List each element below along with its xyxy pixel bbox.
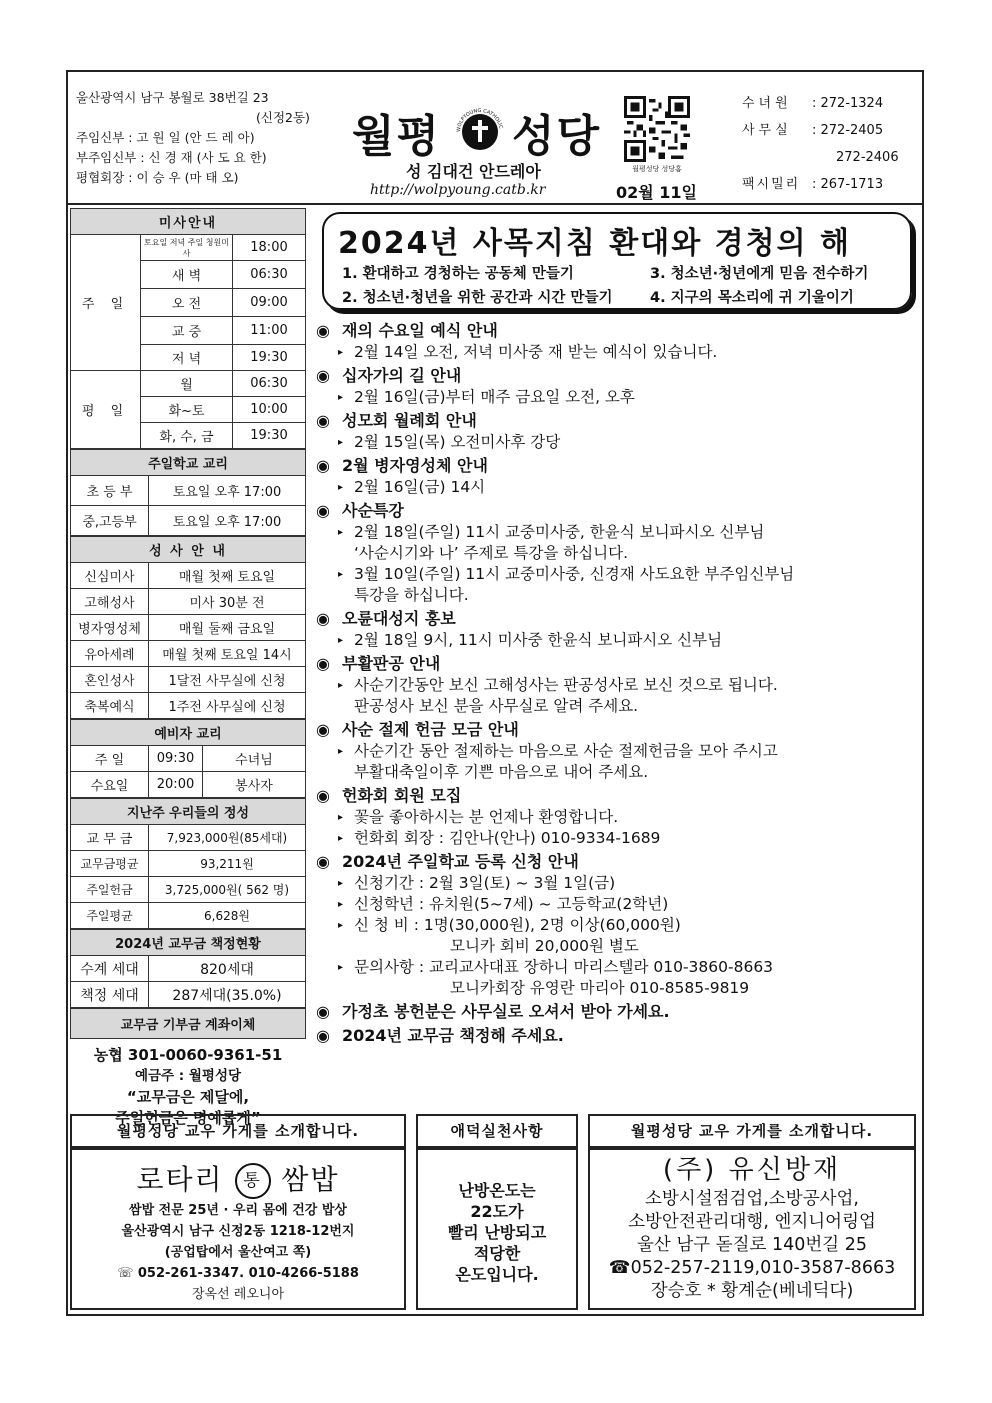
table-row: 유아세례 매월 첫째 토요일 14시 — [71, 641, 306, 667]
bullet-icon: ◉ — [316, 366, 330, 385]
account-table — [70, 1008, 306, 1039]
bullet-icon: ◉ — [316, 411, 330, 430]
notice-item — [316, 410, 916, 453]
guideline-item: 4. 지구의 목소리에 귀 기울이기 — [650, 290, 854, 306]
account-title: 교무금 기부금 계좌이체 — [71, 1009, 306, 1039]
slogan-line: “교무금은 제달에, — [126, 1088, 250, 1106]
bullet-icon: ◉ — [316, 720, 330, 739]
banner-title: 2024년 사목지침 환대와 경청의 해 — [338, 226, 852, 261]
notice-line: ▸ 문의사항 : 교리교사대표 장하니 마리스텔라 010-3860-8663 모니카회장 유영란 마리아 010-8585-9819 — [338, 958, 774, 997]
notice-item — [316, 500, 916, 606]
arrow-icon: ▸ — [338, 899, 344, 910]
notice-title: ◉ 헌화회 회원 모집 — [316, 786, 462, 805]
table-row: 주일평균 6,628원 — [71, 903, 306, 929]
offering-title: 지난주 우리들의 정성 — [71, 799, 306, 825]
table-row: 신심미사 매월 첫째 토요일 — [71, 563, 306, 589]
pastoral-guideline-banner — [322, 212, 912, 310]
notice-item — [316, 851, 916, 999]
table-row: 교 중 11:00 — [71, 317, 306, 345]
bank-account-number: 농협 301-0060-9361-51 — [93, 1046, 283, 1064]
bullet-icon: ◉ — [316, 1026, 330, 1045]
notice-line: ▸ 사순기간동안 보신 고해성사는 판공성사로 보신 것으로 됩니다. 판공성사 보신 분을 사무실로 알려 주세요. — [338, 676, 778, 715]
arrow-icon: ▸ — [338, 569, 344, 580]
table-row: 교 무 금 7,923,000원(85세대) — [71, 825, 306, 851]
weekday-label: 평 일 — [71, 371, 141, 449]
bullet-icon: ◉ — [316, 609, 330, 628]
contact-list — [742, 90, 912, 198]
notice-title: ◉ 십자가의 길 안내 — [316, 366, 462, 385]
shop2-name: (주) 유신방재 — [662, 1155, 842, 1185]
shop1-line: 장옥선 레오니아 — [191, 1287, 285, 1302]
notice-item — [316, 1001, 916, 1023]
table-row: 초 등 부 토요일 오후 17:00 — [71, 476, 306, 506]
guideline-item: 1. 환대하고 경청하는 공동체 만들기 — [342, 266, 574, 282]
shop2-box — [588, 1148, 916, 1310]
table-row: 주 일 토요일 저녁 주일 청원미사 18:00 — [71, 235, 306, 261]
shop2-line: 소방안전관리대행, 엔지니어링업 — [628, 1212, 876, 1232]
shop2-line: 장승호 * 황계순(베네딕다) — [650, 1281, 854, 1301]
notice-line: ▸ 2월 16일(금) 14시 — [338, 478, 486, 496]
account-holder: 예금주 : 월평성당 — [134, 1068, 242, 1084]
notice-item — [316, 365, 916, 408]
shop1-name: 로타리 통 쌈밥 — [72, 1160, 404, 1200]
qr-caption: 월평성당 성당홈 — [632, 165, 682, 173]
notice-line: ▸ 2월 18일 9시, 11시 미사중 한윤식 보니파시오 신부님 — [338, 631, 723, 649]
charity-line: 적당한 — [473, 1244, 521, 1263]
bullet-icon: ◉ — [316, 456, 330, 475]
catechumen-table — [70, 719, 306, 798]
sacrament-table — [70, 536, 306, 719]
notice-item — [316, 719, 916, 783]
pastor-line: 주임신부 : 고 원 일 (안 드 레 아) — [76, 130, 255, 145]
shop1-line: 쌈밥 전문 25년 · 우리 몸에 건강 밥상 — [129, 1203, 347, 1218]
arrow-icon: ▸ — [338, 812, 344, 823]
table-row: 화, 수, 금 19:30 — [71, 423, 306, 449]
notice-line: ▸ 신청학년 : 유치원(5~7세) ~ 고등학교(2학년) — [338, 895, 669, 913]
left-sidebar — [70, 208, 306, 1129]
website-link[interactable]: http://wolpyoung.catb.kr — [370, 182, 546, 198]
notice-title: ◉ 부활판공 안내 — [316, 654, 441, 673]
arrow-icon: ▸ — [338, 437, 344, 448]
contact-row: 사무실 : 272-2405 — [742, 123, 884, 138]
notice-item — [316, 653, 916, 717]
shop1-line: (공업탑에서 울산여고 쪽) — [164, 1245, 312, 1260]
shop1-logo-icon: 통 — [235, 1163, 271, 1199]
table-row: 중,고등부 토요일 오후 17:00 — [71, 506, 306, 536]
guideline-item: 2. 청소년·청년을 위한 공간과 시간 만들기 — [342, 290, 613, 306]
notice-title: ◉ 2월 병자영성체 안내 — [316, 456, 488, 475]
sunday-school-title: 주일학교 교리 — [71, 450, 306, 476]
notice-line: ▸ 사순기간 동안 절제하는 마음으로 사순 절제헌금을 모아 주시고 부활대축일이후 기쁜 마음으로 내어 주세요. — [338, 742, 778, 781]
guideline-item: 3. 청소년·청년에게 믿음 전수하기 — [650, 266, 869, 282]
offering-table — [70, 798, 306, 929]
notice-line: ▸ 신청기간 : 2월 3일(토) ~ 3월 1일(금) — [338, 874, 616, 892]
notice-list — [316, 320, 916, 1049]
notice-title: ◉ 오륜대성지 홍보 — [316, 609, 456, 628]
table-row: 고해성사 미사 30분 전 — [71, 589, 306, 615]
notice-line: ▸ 2월 15일(목) 오전미사후 강당 — [338, 433, 561, 451]
mass-schedule-table — [70, 208, 306, 449]
church-emblem-icon — [452, 102, 508, 158]
title-right: 성당 — [512, 111, 602, 162]
table-row: 새 벽 06:30 — [71, 261, 306, 289]
charity-line: 빨리 난방되고 — [447, 1223, 547, 1242]
notice-line: ▸ 꽃을 좋아하시는 분 언제나 환영합니다. — [338, 808, 619, 826]
notice-line: ▸ 신 청 비 : 1명(30,000원), 2명 이상(60,000원) 모니카 회비 20,000원 별도 — [338, 916, 681, 955]
shop2-line: ☎052-257-2119,010-3587-8663 — [608, 1258, 896, 1278]
notice-line: ▸ 헌화회 회장 : 김안나(안나) 010-9334-1689 — [338, 829, 661, 847]
contact-row: 수녀원 : 272-1324 — [742, 96, 884, 111]
bullet-icon: ◉ — [316, 654, 330, 673]
notice-title: ◉ 사순특강 — [316, 501, 404, 520]
notice-line: ▸ 2월 14일 오전, 저녁 미사중 재 받는 예식이 있습니다. — [338, 343, 718, 361]
table-row: 주일헌금 3,725,000원( 562 명) — [71, 877, 306, 903]
table-row: 병자영성체 매월 둘째 금요일 — [71, 615, 306, 641]
header-divider — [66, 203, 924, 205]
arrow-icon: ▸ — [338, 878, 344, 889]
arrow-icon: ▸ — [338, 962, 344, 973]
shop1-box — [70, 1148, 406, 1310]
notice-title: ◉ 2024년 주일학교 등록 신청 안내 — [316, 852, 579, 871]
charity-line: 난방온도는 — [458, 1181, 536, 1200]
table-row: 평 일 월 06:30 — [71, 371, 306, 397]
tithe-status-title: 2024년 교무금 책정현황 — [71, 930, 306, 956]
sacrament-title: 성 사 안 내 — [71, 537, 306, 563]
notice-title: ◉ 성모회 월례회 안내 — [316, 411, 477, 430]
shop1-header: 월평성당 교우 가게를 소개합니다. — [70, 1114, 406, 1148]
charity-line: 22도가 — [470, 1202, 524, 1221]
bullet-icon: ◉ — [316, 1002, 330, 1021]
notice-item — [316, 608, 916, 651]
notice-item — [316, 1025, 916, 1047]
sunday-school-table — [70, 449, 306, 536]
contact-row: 272-2406 — [836, 150, 899, 165]
arrow-icon: ▸ — [338, 746, 344, 757]
table-row: 오 전 09:00 — [71, 289, 306, 317]
table-row: 저 녁 19:30 — [71, 345, 306, 371]
arrow-icon: ▸ — [338, 392, 344, 403]
bullet-icon: ◉ — [316, 852, 330, 871]
notice-item — [316, 320, 916, 363]
page-title — [352, 100, 622, 160]
notice-line: ▸ 2월 18일(주일) 11시 교중미사중, 한윤식 보니파시오 신부님 ‘사순시기와 나’ 주제로 특강을 하십니다. — [338, 523, 765, 562]
slogan-line: 주일헌금은 명예롭게” — [115, 1109, 261, 1127]
mass-schedule-title: 미사안내 — [71, 209, 306, 235]
notice-title: ◉ 사순 절제 헌금 모금 안내 — [316, 720, 519, 739]
notice-line: ▸ 3월 10일(주일) 11시 교중미사중, 신경재 사도요한 부주임신부님 특강을 하십니다. — [338, 565, 795, 604]
arrow-icon: ▸ — [338, 482, 344, 493]
arrow-icon: ▸ — [338, 920, 344, 931]
table-row: 수계 세대 820세대 — [71, 956, 306, 982]
arrow-icon: ▸ — [338, 833, 344, 844]
qr-code-icon[interactable] — [624, 96, 690, 162]
arrow-icon: ▸ — [338, 347, 344, 358]
charity-header: 애덕실천사항 — [416, 1114, 578, 1148]
charity-line: 온도입니다. — [455, 1265, 539, 1284]
table-row: 수요일 20:00 봉사자 — [71, 772, 306, 798]
bullet-icon: ◉ — [316, 321, 330, 340]
arrow-icon: ▸ — [338, 635, 344, 646]
sunday-label: 주 일 — [71, 235, 141, 371]
notice-item — [316, 785, 916, 849]
notice-item — [316, 455, 916, 498]
table-row: 주 일 09:30 수녀님 — [71, 746, 306, 772]
charity-box — [416, 1148, 578, 1310]
shop2-line: 소방시설점검업,소방공사업, — [645, 1189, 859, 1209]
shop2-line: 울산 남구 돋질로 140번길 25 — [636, 1235, 868, 1255]
issue-date: 02월 11일 — [616, 183, 698, 202]
assistant-pastor-line: 부주임신부 : 신 경 재 (사 도 요 한) — [76, 150, 267, 165]
title-left: 월평 — [352, 111, 442, 162]
table-row: 화~토 10:00 — [71, 397, 306, 423]
arrow-icon: ▸ — [338, 527, 344, 538]
contact-row: 팩시밀리 : 267-1713 — [742, 177, 884, 192]
bullet-icon: ◉ — [316, 501, 330, 520]
shop2-header: 월평성당 교우 가게를 소개합니다. — [588, 1114, 916, 1148]
arrow-icon: ▸ — [338, 680, 344, 691]
shop1-line: 울산광역시 남구 신정2동 1218-12번지 — [121, 1224, 355, 1239]
tithe-status-table — [70, 929, 306, 1008]
table-row: 교무금평균 93,211원 — [71, 851, 306, 877]
council-line: 평협회장 : 이 승 우 (마 태 오) — [76, 170, 239, 185]
table-row: 책정 세대 287세대(35.0%) — [71, 982, 306, 1008]
bullet-icon: ◉ — [316, 786, 330, 805]
address-line: 울산광역시 남구 봉월로 38번길 23 — [76, 90, 269, 105]
emblem-text: WOLPYOUNG CATHOLIC — [455, 107, 504, 133]
patron-saint: 성 김대건 안드레아 — [406, 162, 541, 181]
notice-line: ▸ 2월 16일(금)부터 매주 금요일 오전, 오후 — [338, 388, 635, 406]
shop1-line: ☏ 052-261-3347. 010-4266-5188 — [117, 1266, 359, 1281]
notice-title: ◉ 재의 수요일 예식 안내 — [316, 321, 498, 340]
notice-title: ◉ 2024년 교무금 책정해 주세요. — [316, 1026, 564, 1045]
notice-title: ◉ 가정초 봉헌분은 사무실로 오셔서 받아 가세요. — [316, 1002, 670, 1021]
table-row: 혼인성사 1달전 사무실에 신청 — [71, 667, 306, 693]
address-dong: (신정2동) — [256, 110, 310, 125]
table-row: 축복예식 1주전 사무실에 신청 — [71, 693, 306, 719]
header-info — [76, 88, 310, 188]
catechumen-title: 예비자 교리 — [71, 720, 306, 746]
